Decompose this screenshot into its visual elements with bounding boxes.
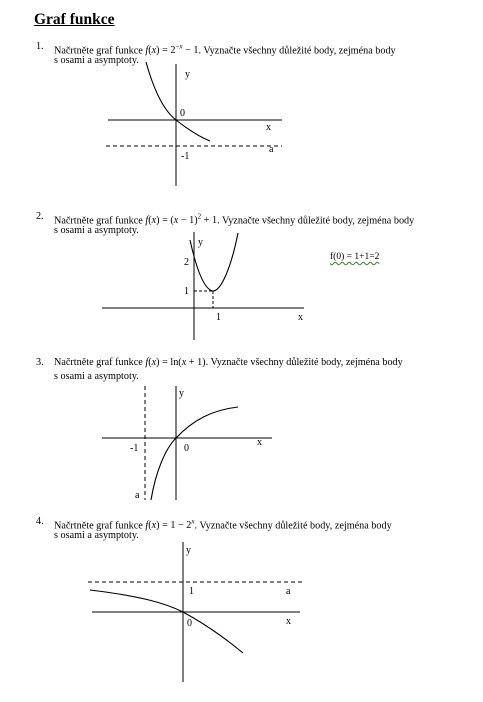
task-number: 3. — [36, 357, 44, 368]
task-prefix: Načrtněte graf funkce — [54, 215, 143, 227]
origin-label: 0 — [184, 443, 189, 454]
graph-2 — [102, 232, 304, 340]
x-label: x — [286, 616, 291, 627]
task-number: 1. — [36, 41, 44, 52]
asymptote-label: a — [286, 586, 291, 597]
task-formula: $f(x) = 2^{-x} - 1$ — [145, 43, 199, 57]
function-curve — [90, 590, 243, 653]
function-curve — [146, 62, 210, 141]
origin-label: 0 — [180, 108, 185, 119]
task-suffix: . Vyznačte všechny důležité body, zejména body — [198, 45, 396, 57]
graph-1 — [106, 62, 282, 186]
x-label: x — [266, 122, 271, 133]
y-label: y — [185, 69, 190, 80]
handwritten-note: f(0) = 1+1=2 — [330, 252, 380, 262]
task-suffix: . Vyznačte všechny důležité body, zejména body — [205, 357, 403, 368]
graph-4 — [88, 542, 302, 682]
task-prefix: Načrtněte graf funkce — [54, 520, 143, 532]
x-label: x — [257, 437, 262, 448]
task-formula: $f(x) = (x - 1)^2 + 1$ — [145, 213, 218, 227]
page-title: Graf funkce — [34, 11, 115, 28]
minus-one-label: -1 — [130, 443, 139, 454]
y-label: y — [179, 388, 184, 399]
graph-3 — [102, 386, 272, 501]
y-label: y — [198, 237, 203, 248]
task-prefix: Načrtněte graf funkce — [54, 45, 143, 57]
y-label: y — [186, 545, 191, 556]
function-curve — [151, 407, 238, 500]
task-line2: s osami a asymptoty. — [54, 55, 139, 66]
asymptote-label: a — [135, 490, 140, 501]
task-number: 4. — [36, 516, 44, 527]
one-label: 1 — [189, 586, 194, 597]
x-label: x — [298, 312, 303, 323]
task-suffix: . Vyznačte všechny důležité body, zejména body — [194, 520, 392, 532]
origin-label: 0 — [187, 618, 192, 629]
task-formula: $f(x) = 1 - 2^x$ — [145, 518, 195, 532]
asymptote-label: a — [269, 144, 274, 155]
task-suffix: . Vyznačte všechny důležité body, zejména body — [217, 215, 415, 227]
y-tick-2: 2 — [184, 257, 189, 268]
task-number: 2. — [36, 211, 44, 222]
task-line2: s osami a asymptoty. — [54, 530, 139, 541]
y-tick-1: 1 — [184, 286, 189, 297]
minus-one-label: -1 — [181, 151, 190, 162]
task-formula: f(x) = ln(x + 1) — [145, 357, 206, 368]
task-line2: s osami a asymptoty. — [54, 371, 139, 382]
task-prefix: Načrtněte graf funkce — [54, 357, 143, 368]
x-tick-1: 1 — [216, 312, 221, 323]
task-line2: s osami a asymptoty. — [54, 225, 139, 236]
